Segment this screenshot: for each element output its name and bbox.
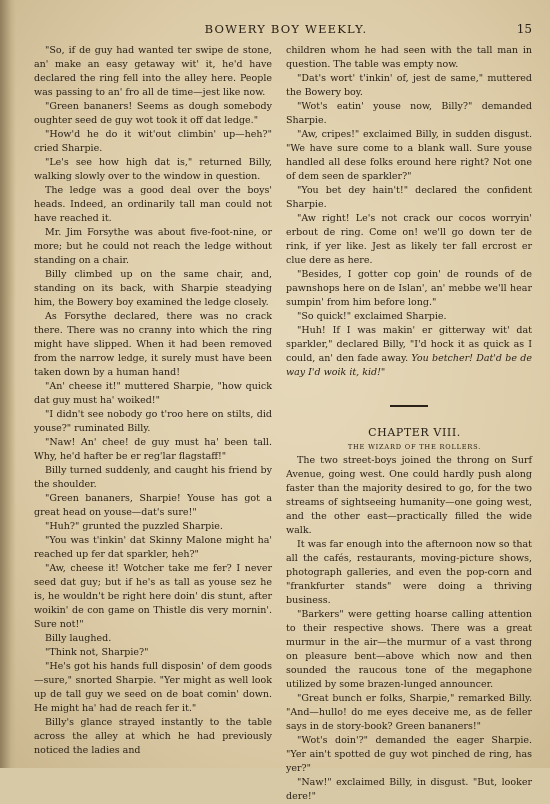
paragraph: The ledge was a good deal over the boys' heads. Indeed, an ordinarily tall man could not have reached it. bbox=[34, 185, 272, 224]
paragraph: Mr. Jim Forsythe was about five-foot-nine, or more; but he could not reach the ledge without standing on a chair. bbox=[34, 227, 272, 266]
paragraph: "Think not, Sharpie?" bbox=[45, 647, 149, 658]
chapter-heading: CHAPTER VIII. bbox=[368, 426, 461, 439]
paragraph: "Aw, cripes!" exclaimed Billy, in sudden disgust. "We have sure come to a blank wall. Sure youse handled all dese folks eround here right? Not one of dem seen de sparkler?" bbox=[286, 129, 532, 182]
paragraph: Billy's glance strayed instantly to the table across the alley at which he had previously noticed the ladies and bbox=[34, 717, 272, 756]
paragraph: "Aw, cheese it! Wotcher take me fer? I never seed dat guy; but if he's as tall as youse sez he is, he wouldn't be right here doin' dis stunt, after woikin' de con game on Thistle dis very mornin'. Sure not!" bbox=[34, 563, 272, 630]
paragraph: The two street-boys joined the throng on Surf Avenue, going west. One could hardly push along faster than the majority desired to go, for the two streams of sightseeing humanity—one going west, and the other east—practically filled the wide walk. bbox=[286, 455, 532, 536]
paragraph: Billy turned suddenly, and caught his friend by the shoulder. bbox=[34, 465, 272, 490]
paragraph: "Besides, I gotter cop goin' de rounds of de pawnshops here on de Islan', an' mebbe we'll hear sumpin' from him before long." bbox=[286, 269, 532, 308]
paragraph: "I didn't see nobody go t'roo here on stilts, did youse?" ruminated Billy. bbox=[34, 409, 272, 434]
paragraph: It was far enough into the afternoon now so that all the cafés, restaurants, moving-picture shows, photograph galleries, and even the pop-corn and "frankfurter stands" were doing a thriving business. bbox=[286, 539, 532, 606]
paragraph: "So quick!" exclaimed Sharpie. bbox=[297, 311, 447, 322]
paragraph: "He's got his hands full disposin' of dem goods—sure," snorted Sharpie. "Yer might as well look up de tall guy we seed on de boat comin' down. He might ha' had de reach fer it." bbox=[34, 661, 272, 714]
paragraph: "Dat's wort' t'inkin' of, jest de same," muttered the Bowery boy. bbox=[286, 73, 532, 98]
section-divider bbox=[390, 405, 428, 407]
running-header bbox=[40, 22, 532, 38]
magazine-title: BOWERY BOY WEEKLY. bbox=[204, 22, 368, 36]
chapter-subtitle: THE WIZARD OF THE ROLLERS. bbox=[347, 443, 482, 451]
paragraph: "Naw!" exclaimed Billy, in disgust. "But, looker dere!" bbox=[286, 777, 532, 802]
paragraph bbox=[286, 324, 532, 380]
page-number: 15 bbox=[516, 22, 532, 36]
right-column bbox=[286, 44, 532, 802]
paragraph: Billy climbed up on the same chair, and, standing on its back, with Sharpie steadying him, the Bowery boy examined the ledge closely. bbox=[34, 269, 272, 308]
paragraph: "Green bananers, Sharpie! Youse has got a great head on youse—dat's sure!" bbox=[34, 493, 272, 518]
paragraph: "Aw right! Le's not crack our cocos worryin' erbout de ring. Come on! we'll go down ter de rink, if yer like. Jest as likely ter fall ercrost er clue dere as here. bbox=[286, 213, 532, 266]
paragraph: "Barkers" were getting hoarse calling attention to their respective shows. There was a great murmur in the air—the murmur of a vast throng on pleasure bent—above which now and then sounded the raucous tone of the megaphone utilized by some brazen-lunged announcer. bbox=[286, 609, 532, 690]
paragraph: "You bet dey hain't!" declared the confident Sharpie. bbox=[286, 185, 532, 210]
paragraph: Billy laughed. bbox=[45, 633, 112, 644]
paragraph: "Le's see how high dat is," returned Billy, walking slowly over to the window in question. bbox=[34, 157, 272, 182]
paragraph: As Forsythe declared, there was no crack there. There was no cranny into which the ring might have slipped. When it had been removed from the narrow ledge, it surely must have been taken down by a human hand! bbox=[34, 311, 272, 378]
paragraph: "Naw! An' chee! de guy must ha' been tall. Why, he'd hafter be er reg'lar flagstaff!" bbox=[34, 437, 272, 462]
paragraph: "An' cheese it!" muttered Sharpie, "how quick dat guy must ha' woiked!" bbox=[34, 381, 272, 406]
left-column bbox=[34, 44, 272, 756]
paragraph-text: "Huh! If I was makin' er gitterway wit' dat sparkler," declared Billy, "I'd hock it as quick as I could, an' den fade away. bbox=[286, 325, 532, 364]
paragraph: "Wot's eatin' youse now, Billy?" demanded Sharpie. bbox=[286, 101, 532, 126]
paragraph: "You was t'inkin' dat Skinny Malone might ha' reached up fer dat sparkler, heh?" bbox=[34, 535, 272, 560]
italic-text: You betcher! Dat'd be de way I'd woik it, kid!" bbox=[286, 353, 532, 378]
paragraph: "Great bunch er folks, Sharpie," remarked Billy. "And—hullo! do me eyes deceive me, as de feller says in de story-book? Green bananers!" bbox=[286, 693, 532, 732]
paragraph: "Huh?" grunted the puzzled Sharpie. bbox=[45, 521, 223, 532]
page-gutter bbox=[0, 0, 16, 768]
paragraph: children whom he had seen with the tall man in question. The table was empty now. bbox=[286, 45, 532, 70]
paragraph: "Green bananers! Seems as dough somebody oughter seed de guy wot took it off dat ledge." bbox=[34, 101, 272, 126]
paragraph: "Wot's doin'?" demanded the eager Sharpie. "Yer ain't spotted de guy wot pinched de ring, has yer?" bbox=[286, 735, 532, 774]
paragraph: "How'd he do it wit'out climbin' up—heh?" cried Sharpie. bbox=[34, 129, 272, 154]
paragraph: "So, if de guy had wanted ter swipe de stone, an' make an easy getaway wit' it, he'd have declared the ring fell into the alley here. People was passing to an' fro all de time—jest like now. bbox=[34, 45, 272, 98]
